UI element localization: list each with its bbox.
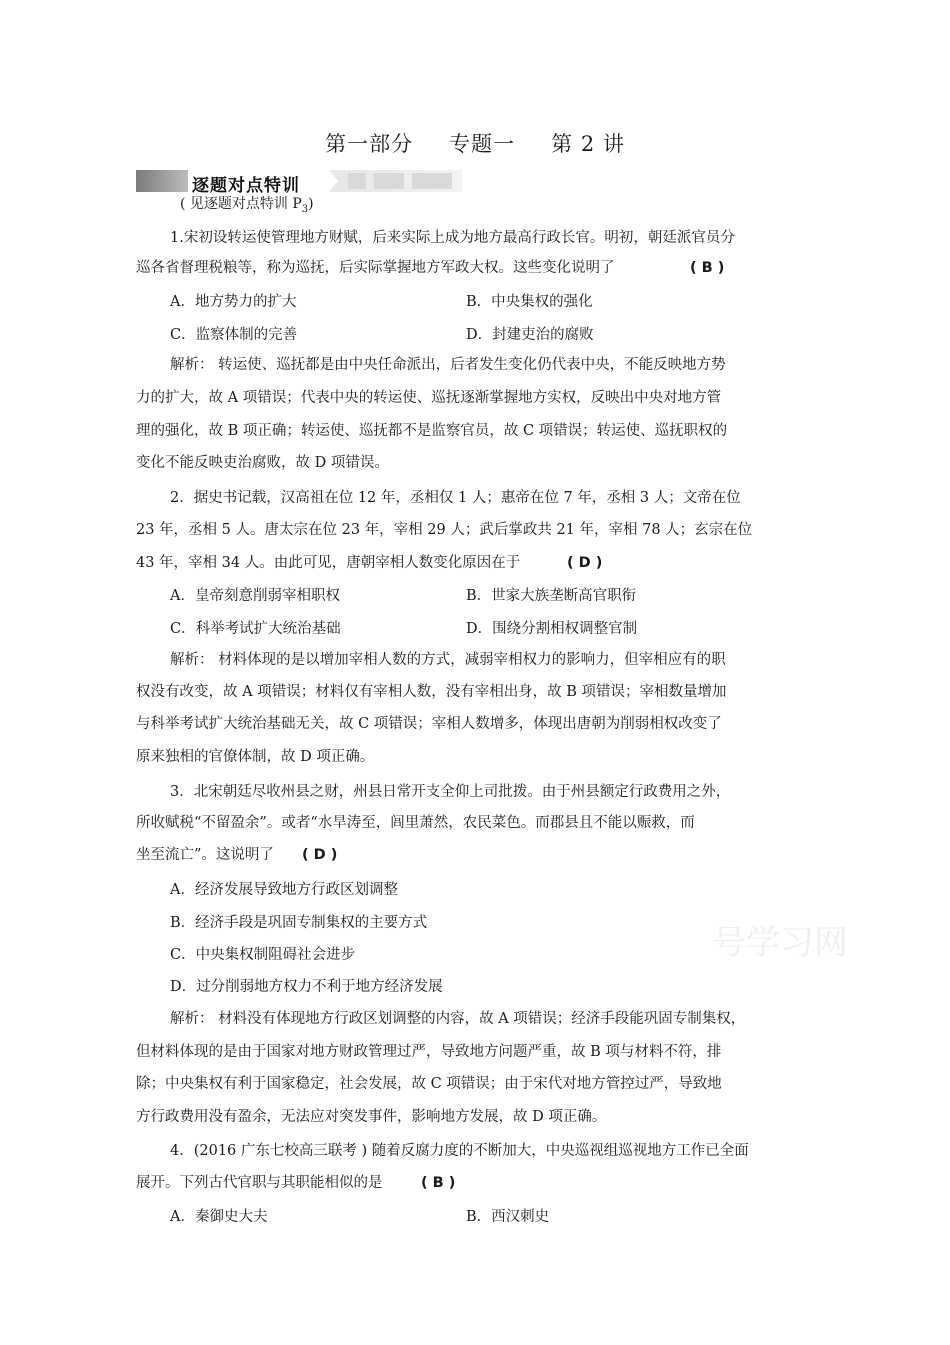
q3-option-d: D．过分削弱地方权力不利于地方经济发展 — [170, 979, 443, 995]
q1-stem-line: 巡各省督理税粮等，称为巡抚，后实际掌握地方军政大权。这些变化说明了 — [136, 260, 615, 276]
q1-stem-line: 1.宋初设转运使管理地方财赋，后来实际上成为地方最高行政长官。明初，朝廷派官员分 — [170, 230, 735, 246]
q1-explanation-line: 变化不能反映吏治腐败，故 D 项错误。 — [136, 455, 389, 471]
q2-stem-line: 2．据史书记载，汉高祖在位 12 年，丞相仅 1 人；惠帝在位 7 年，丞相 3 人；文帝在位 — [170, 490, 741, 506]
watermark: 号学习网 — [712, 923, 848, 963]
q4-option-b: B．西汉刺史 — [466, 1209, 550, 1225]
q2-stem-line: 23 年，丞相 5 人。唐太宗在位 23 年，宰相 29 人；武后掌政共 21 年，宰相 78 人；玄宗在位 — [136, 522, 753, 538]
q1-explanation-line: 力的扩大，故 A 项错误；代表中央的转运使、巡抚逐渐掌握地方实权，反映出中央对地方管 — [136, 390, 722, 406]
q3-explanation-line: 除；中央集权有利于国家稳定，社会发展，故 C 项错误；由于宋代对地方管控过严，导致地 — [136, 1076, 722, 1092]
q1-option-c: C．监察体制的完善 — [170, 327, 298, 343]
q2-explanation-line: 与科举考试扩大统治基础无关，故 C 项错误；宰相人数增多，体现出唐朝为削弱相权改变了 — [136, 716, 722, 732]
banner-stripe — [348, 173, 366, 189]
q3-stem-line: 3．北宋朝廷尽收州县之财，州县日常开支全仰上司批拨。由于州县额定行政费用之外， — [170, 784, 731, 800]
q3-option-c: C．中央集权制阻碍社会进步 — [170, 947, 356, 963]
q2-stem-line: 43 年，宰相 34 人。由此可见，唐朝宰相人数变化原因在于 — [136, 555, 521, 571]
q2-explanation-line: 解析： 材料体现的是以增加宰相人数的方式，减弱宰相权力的影响力，但宰相应有的职 — [170, 652, 726, 668]
q4-option-a: A．秦御史大夫 — [170, 1209, 268, 1225]
q2-option-a: A．皇帝刻意削弱宰相职权 — [170, 588, 340, 604]
q4-stem-line: 展开。下列古代官职与其职能相似的是 — [136, 1175, 383, 1191]
q2-option-c: C．科举考试扩大统治基础 — [170, 621, 341, 637]
q1-option-a: A．地方势力的扩大 — [170, 294, 297, 310]
q3-explanation-line: 方行政费用没有盈余，无法应对突发事件，影响地方发展，故 D 项正确。 — [136, 1109, 607, 1125]
title-topic: 专题一 — [449, 132, 516, 156]
q3-stem-line: 坐至流亡”。这说明了 — [136, 847, 274, 863]
reference-note: ( 见逐题对点特训 $P_3$) — [180, 196, 314, 215]
q1-explanation-line: 理的强化，故 B 项正确；转运使、巡抚都不是监察官员，故 C 项错误；转运使、巡抚职权的 — [136, 423, 728, 439]
q3-explanation-line: 但材料体现的是由于国家对地方财政管理过严，导致地方问题严重，故 B 项与材料不符，排 — [136, 1044, 722, 1060]
q2-option-d: D．围绕分割相权调整官制 — [466, 621, 638, 637]
q2-explanation-line: 权没有改变，故 A 项错误；材料仅有宰相人数，没有宰相出身，故 B 项错误；宰相数量增加 — [136, 684, 727, 700]
q3-option-a: A．经济发展导致地方行政区划调整 — [170, 882, 398, 898]
title-part: 第一部分 — [325, 132, 414, 156]
q1-explanation-line: 解析： 转运使、巡抚都是由中央任命派出，后者发生变化仍代表中央，不能反映地方势 — [170, 357, 726, 373]
q3-stem-line: 所收赋税“不留盈余”。或者“水旱涛至，闾里萧然，农民菜色。而郡县且不能以赈救，而 — [136, 815, 695, 831]
q3-option-b: B．经济手段是巩固专制集权的主要方式 — [170, 915, 428, 931]
q2-option-b: B．世家大族垄断高官职衔 — [466, 588, 637, 604]
page-title — [0, 128, 950, 158]
banner-stripe — [412, 173, 452, 189]
q3-answer: ( D ) — [302, 847, 338, 863]
banner-label: 逐题对点特训 — [192, 176, 300, 196]
q1-option-d: D．封建吏治的腐败 — [466, 327, 594, 343]
section-banner — [136, 170, 462, 196]
q3-explanation-line: 解析： 材料没有体现地方行政区划调整的内容，故 A 项错误；经济手段能巩固专制集权， — [170, 1011, 746, 1027]
q1-answer: ( B ) — [690, 260, 725, 276]
banner-stripe — [374, 173, 404, 189]
q2-answer: ( D ) — [567, 555, 603, 571]
title-lecture: 第 2 讲 — [551, 132, 625, 156]
q1-option-b: B．中央集权的强化 — [466, 294, 593, 310]
q4-stem-line: 4．(2016 广东七校高三联考 ) 随着反腐力度的不断加大，中央巡视组巡视地方工作已全面 — [170, 1143, 749, 1159]
q2-explanation-line: 原来独相的官僚体制，故 D 项正确。 — [136, 749, 375, 765]
q4-answer: ( B ) — [421, 1175, 456, 1191]
